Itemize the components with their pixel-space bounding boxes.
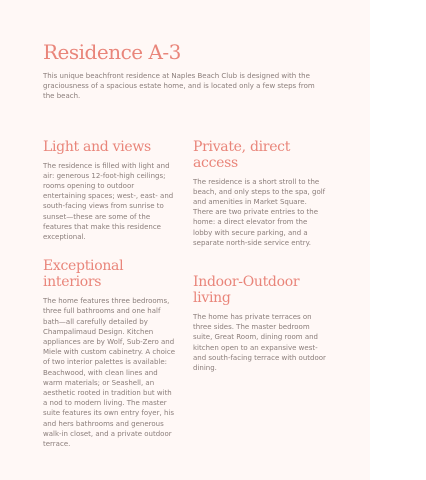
section-body-light: The residence is filled with light and air: generous 12-foot-high ceilings; rooms opening to outdoor entertaining spaces; west-, east- and south-facing views from sunrise to sunset—these are some of the features that make this residence exceptional. xyxy=(43,161,174,242)
section-heading-interiors: Exceptional interiors xyxy=(43,258,124,291)
page-title: Residence A-3 xyxy=(43,40,181,64)
section-heading-light: Light and views xyxy=(43,138,151,155)
section-heading-outdoor: Indoor-Outdoor living xyxy=(193,274,300,307)
feature-columns xyxy=(43,139,328,450)
left-column xyxy=(43,139,177,450)
section-body-interiors: The home features three bedrooms, three full bathrooms and one half bath—all carefully detailed by Champalimaud Design. Kitchen appliances are by Wolf, Sub-Zero and Miele with custom cabinetry. A choice of two interior palettes is available: Beachwood, with clean lines and warm materials; or Seashell, an aesthetic rooted in tradition but with a nod to modern living. The master suite features its own entry foyer, his and hers bathrooms and generous walk-in closet, and a private outdoor terrace. xyxy=(43,297,176,449)
section-body-outdoor: The home has private terraces on three sides. The master bedroom suite, Great Room, dining room and kitchen open to an expansive west- and south-facing terrace with outdoor dining. xyxy=(193,313,326,373)
section-indoor-outdoor xyxy=(193,274,327,373)
section-body-private: The residence is a short stroll to the beach, and only steps to the spa, golf and amenities in Market Square. There are two private entries to the home: a direct elevator from the lobby with secure parking, and a separate north-side service entry. xyxy=(193,177,326,247)
section-light-and-views xyxy=(43,139,177,243)
section-private-access xyxy=(193,139,327,248)
intro-paragraph: This unique beachfront residence at Naples Beach Club is designed with the graciousness of a spacious estate home, and is located only a few steps from the beach. xyxy=(43,72,315,101)
page-content xyxy=(43,40,328,449)
section-exceptional-interiors xyxy=(43,258,177,449)
section-heading-private: Private, direct access xyxy=(193,138,291,171)
right-column xyxy=(193,139,327,450)
